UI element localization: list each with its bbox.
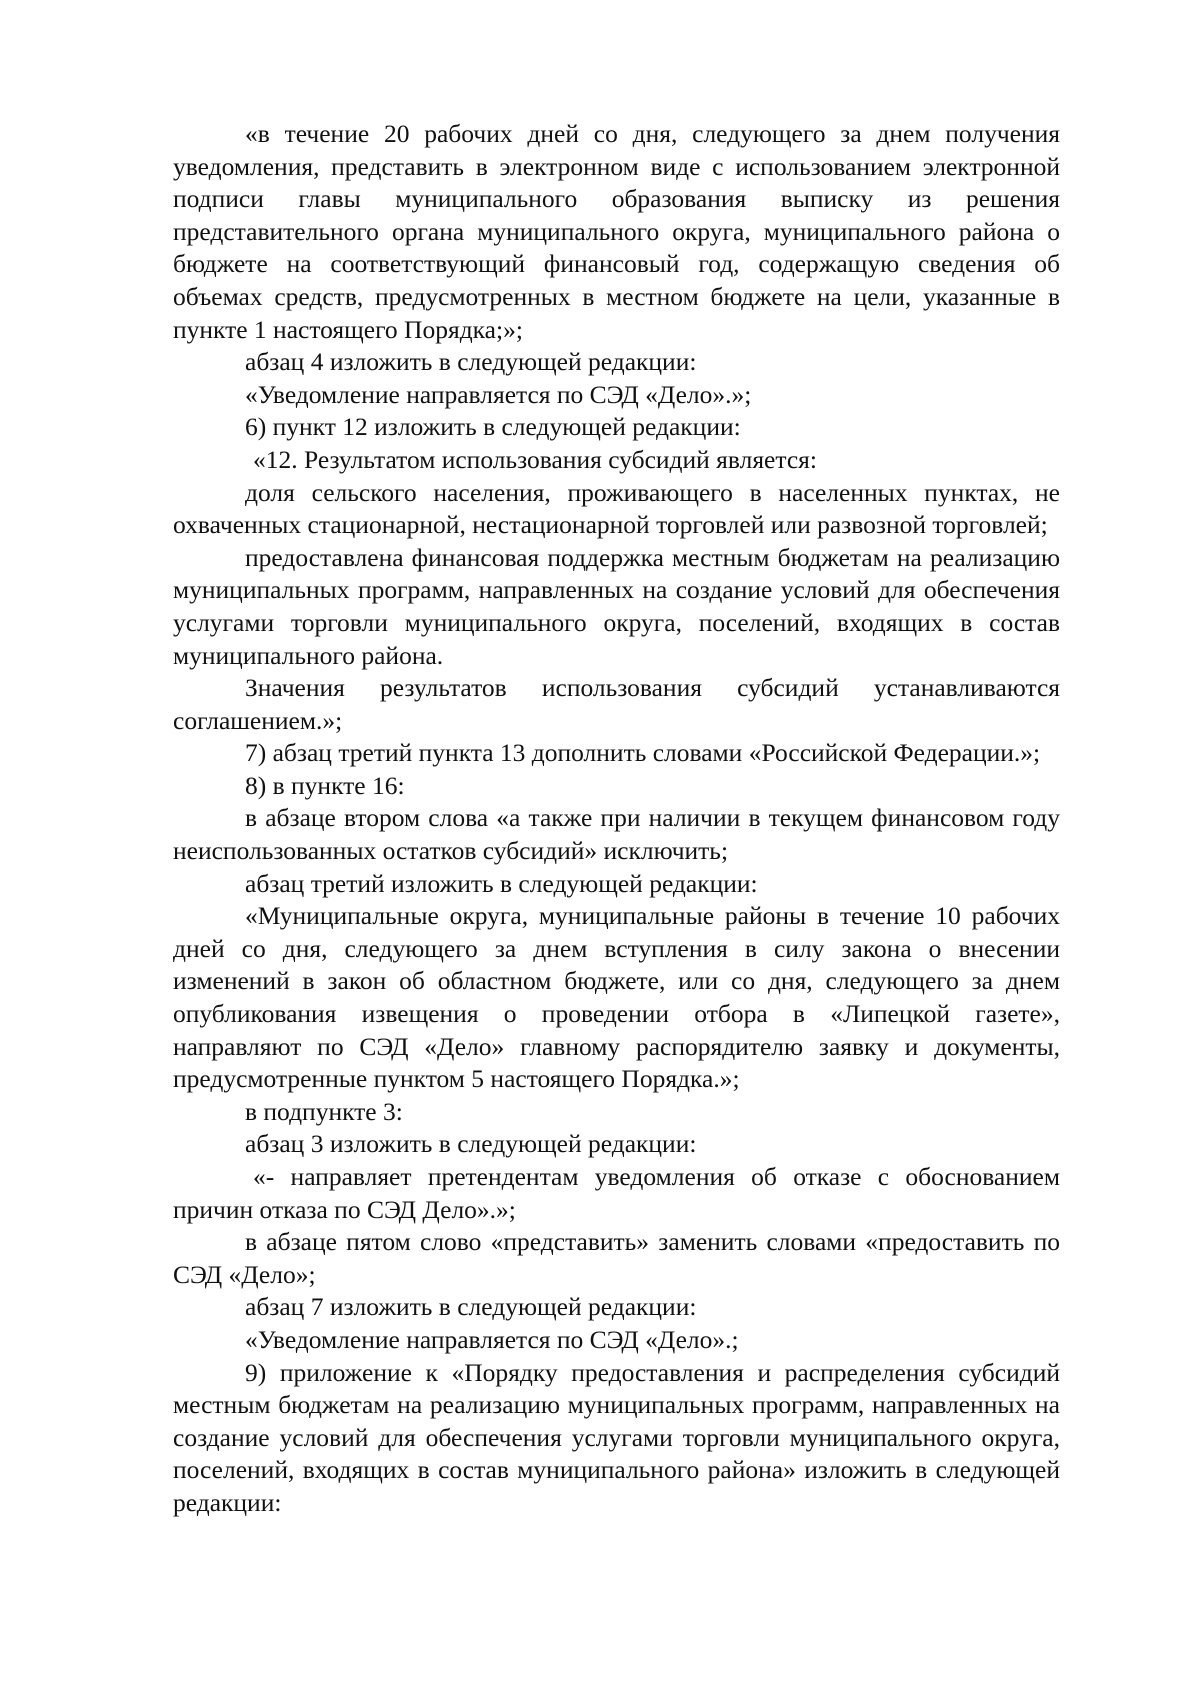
- paragraph-12: абзац третий изложить в следующей редакции:: [245, 868, 758, 898]
- paragraph-4: 6) пункт 12 изложить в следующей редакции:: [245, 412, 741, 442]
- paragraph-5: «12. Результатом использования субсидий является:: [253, 444, 817, 474]
- paragraph-10: 8) в пункте 16:: [245, 770, 405, 800]
- paragraph-15: абзац 3 изложить в следующей редакции:: [245, 1129, 697, 1159]
- paragraph-9: 7) абзац третий пункта 13 дополнить словами «Российской Федерации.»;: [245, 738, 1041, 768]
- paragraph-2: абзац 4 изложить в следующей редакции:: [245, 347, 697, 377]
- paragraph-6: доля сельского населения, проживающего в населенных пунктах, не охваченных стационарной, нестационарной торговлей или развозной торговлей;: [173, 477, 1060, 540]
- paragraph-8: Значения результатов использования субсидий устанавливаются соглашением.»;: [173, 673, 1060, 735]
- paragraph-20: 9) приложение к «Порядку предоставления и распределения субсидий местным бюджетам на реализацию муниципальных программ, направленных на создание условий для обеспечения услугами торговли муниципального округа, поселений, входящих в состав муниципального района» изложить в следующей редакции:: [173, 1357, 1060, 1517]
- paragraph-1: «в течение 20 рабочих дней со дня, следующего за днем получения уведомления, представить в электронном виде с использованием электронной подписи главы муниципального образования выписку из решения представительного органа муниципального округа, муниципального района о бюджете на соответствующий финансовый год, содержащую сведения об объемах средств, предусмотренных в местном бюджете на цели, указанные в пункте 1 настоящего Порядка;»;: [173, 119, 1060, 344]
- paragraph-3: «Уведомление направляется по СЭД «Дело».»;: [245, 379, 752, 409]
- paragraph-18: абзац 7 изложить в следующей редакции:: [245, 1292, 697, 1322]
- paragraph-19: «Уведомление направляется по СЭД «Дело».;: [245, 1324, 739, 1354]
- paragraph-17: в абзаце пятом слово «представить» заменить словами «предоставить по СЭД «Дело»;: [173, 1227, 1060, 1289]
- paragraph-16: «- направляет претендентам уведомления об отказе с обоснованием причин отказа по СЭД Дело».»;: [173, 1162, 1060, 1224]
- paragraph-14: в подпункте 3:: [245, 1096, 403, 1126]
- paragraph-13: «Муниципальные округа, муниципальные районы в течение 10 рабочих дней со дня, следующего за днем вступления в силу закона о внесении изменений в закон об областном бюджете, или со дня, следующего за днем опубликования извещения о проведении отбора в «Липецкой газете», направляют по СЭД «Дело» главному распорядителю заявку и документы, предусмотренные пунктом 5 настоящего Порядка.»;: [173, 901, 1060, 1094]
- paragraph-11: в абзаце втором слова «а также при наличии в текущем финансовом году неиспользованных остатков субсидий» исключить;: [173, 803, 1060, 866]
- paragraph-7: предоставлена финансовая поддержка местным бюджетам на реализацию муниципальных программ, направленных на создание условий для обеспечения услугами торговли муниципального округа, поселений, входящих в состав муниципального района.: [173, 542, 1060, 670]
